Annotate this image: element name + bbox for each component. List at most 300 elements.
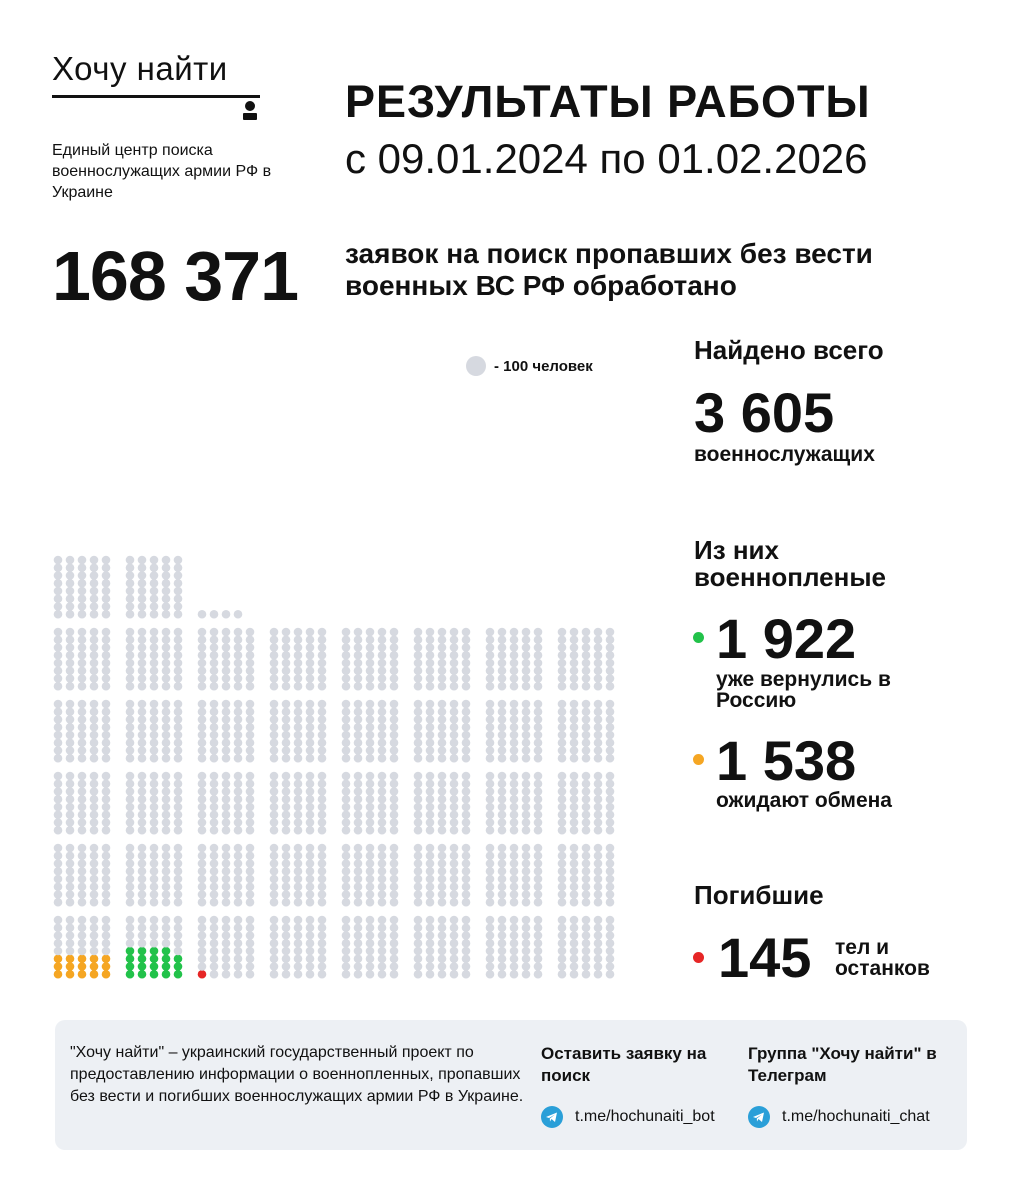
- dot-processed: [498, 947, 507, 956]
- dot-processed: [210, 635, 219, 644]
- dot-processed: [90, 844, 99, 853]
- dot-processed: [414, 700, 423, 709]
- dot-processed: [486, 970, 495, 979]
- dot-processed: [222, 610, 231, 619]
- dot-processed: [570, 723, 579, 732]
- dot-processed: [510, 628, 519, 637]
- dot-processed: [366, 851, 375, 860]
- dot-processed: [306, 898, 315, 907]
- dot-processed: [150, 931, 159, 940]
- dot-processed: [342, 787, 351, 796]
- dot-processed: [126, 754, 135, 763]
- dot-processed: [450, 787, 459, 796]
- dot-processed: [534, 867, 543, 876]
- dot-processed: [78, 738, 87, 747]
- dot-processed: [486, 826, 495, 835]
- dot-processed: [126, 674, 135, 683]
- dot-processed: [462, 779, 471, 788]
- bot-link[interactable]: [541, 1106, 715, 1128]
- dot-processed: [414, 947, 423, 956]
- dot-processed: [582, 916, 591, 925]
- dot-processed: [246, 851, 255, 860]
- dot-processed: [450, 890, 459, 899]
- dot-processed: [282, 754, 291, 763]
- dot-processed: [510, 787, 519, 796]
- dot-processed: [498, 916, 507, 925]
- dot-processed: [582, 666, 591, 675]
- dot-processed: [162, 666, 171, 675]
- dot-processed: [426, 723, 435, 732]
- dot-processed: [510, 851, 519, 860]
- dot-processed: [390, 818, 399, 827]
- dot-processed: [126, 723, 135, 732]
- dot-processed: [354, 923, 363, 932]
- dot-processed: [606, 859, 615, 868]
- dot-processed: [558, 700, 567, 709]
- dot-processed: [510, 674, 519, 683]
- dot-processed: [222, 867, 231, 876]
- dot-returned: [162, 947, 171, 956]
- dot-processed: [126, 602, 135, 611]
- dot-processed: [534, 795, 543, 804]
- dot-processed: [222, 882, 231, 891]
- dot-processed: [414, 643, 423, 652]
- dot-processed: [210, 882, 219, 891]
- dot-processed: [222, 898, 231, 907]
- dot-processed: [438, 651, 447, 660]
- dot-processed: [270, 954, 279, 963]
- dot-processed: [450, 738, 459, 747]
- dot-processed: [342, 970, 351, 979]
- dot-processed: [414, 844, 423, 853]
- dot-processed: [90, 700, 99, 709]
- dot-processed: [270, 731, 279, 740]
- dot-processed: [414, 898, 423, 907]
- dot-processed: [438, 795, 447, 804]
- dot-processed: [198, 898, 207, 907]
- dot-processed: [606, 779, 615, 788]
- dot-processed: [150, 666, 159, 675]
- dot-processed: [282, 723, 291, 732]
- dot-processed: [234, 772, 243, 781]
- dot-processed: [270, 939, 279, 948]
- dot-processed: [558, 851, 567, 860]
- dot-processed: [90, 556, 99, 565]
- dot-processed: [270, 651, 279, 660]
- dot-processed: [558, 882, 567, 891]
- dot-processed: [342, 643, 351, 652]
- dot-processed: [594, 898, 603, 907]
- dot-processed: [534, 731, 543, 740]
- dot-processed: [414, 970, 423, 979]
- dot-processed: [222, 875, 231, 884]
- dot-processed: [594, 746, 603, 755]
- dot-processed: [198, 939, 207, 948]
- dot-processed: [342, 754, 351, 763]
- dot-processed: [174, 635, 183, 644]
- dot-processed: [498, 939, 507, 948]
- dot-processed: [438, 931, 447, 940]
- dot-processed: [174, 738, 183, 747]
- dot-processed: [198, 787, 207, 796]
- dot-processed: [90, 643, 99, 652]
- dot-processed: [174, 867, 183, 876]
- dot-processed: [90, 826, 99, 835]
- dot-processed: [210, 754, 219, 763]
- dot-processed: [522, 818, 531, 827]
- dot-processed: [570, 867, 579, 876]
- dot-processed: [90, 666, 99, 675]
- dot-processed: [462, 931, 471, 940]
- dot-processed: [234, 882, 243, 891]
- dot-processed: [414, 738, 423, 747]
- dot-processed: [294, 818, 303, 827]
- dot-processed: [342, 947, 351, 956]
- dot-processed: [606, 898, 615, 907]
- dot-waiting: [66, 970, 75, 979]
- dot-processed: [234, 803, 243, 812]
- dot-processed: [270, 859, 279, 868]
- dot-processed: [234, 610, 243, 619]
- dot-processed: [450, 795, 459, 804]
- dot-processed: [306, 651, 315, 660]
- dot-processed: [462, 700, 471, 709]
- dot-processed: [426, 731, 435, 740]
- dot-processed: [210, 859, 219, 868]
- dot-processed: [438, 628, 447, 637]
- dot-processed: [90, 594, 99, 603]
- dot-processed: [306, 844, 315, 853]
- dot-processed: [594, 731, 603, 740]
- dot-processed: [438, 970, 447, 979]
- dot-processed: [270, 962, 279, 971]
- dot-processed: [570, 923, 579, 932]
- dot-processed: [66, 628, 75, 637]
- dot-processed: [342, 715, 351, 724]
- dot-processed: [534, 779, 543, 788]
- dot-processed: [426, 851, 435, 860]
- dot-processed: [102, 859, 111, 868]
- dot-processed: [522, 746, 531, 755]
- dot-processed: [282, 700, 291, 709]
- dot-processed: [318, 826, 327, 835]
- dot-processed: [234, 939, 243, 948]
- dot-processed: [126, 579, 135, 588]
- dot-processed: [270, 754, 279, 763]
- dot-processed: [366, 947, 375, 956]
- dot-processed: [162, 810, 171, 819]
- dot-processed: [282, 682, 291, 691]
- dot-processed: [126, 587, 135, 596]
- dot-processed: [378, 795, 387, 804]
- dot-processed: [570, 844, 579, 853]
- dot-processed: [126, 643, 135, 652]
- dot-processed: [306, 643, 315, 652]
- dot-processed: [426, 859, 435, 868]
- dot-processed: [222, 700, 231, 709]
- dot-processed: [66, 666, 75, 675]
- dot-processed: [342, 659, 351, 668]
- dot-processed: [294, 898, 303, 907]
- dot-processed: [102, 772, 111, 781]
- dot-processed: [54, 810, 63, 819]
- dot-processed: [582, 882, 591, 891]
- dot-processed: [414, 674, 423, 683]
- dot-processed: [606, 651, 615, 660]
- dot-processed: [366, 890, 375, 899]
- dot-processed: [90, 939, 99, 948]
- dot-processed: [354, 970, 363, 979]
- dot-processed: [342, 826, 351, 835]
- dot-processed: [174, 818, 183, 827]
- dot-processed: [486, 787, 495, 796]
- dot-processed: [606, 947, 615, 956]
- dot-processed: [138, 754, 147, 763]
- dot-processed: [198, 746, 207, 755]
- dot-processed: [414, 787, 423, 796]
- dot-processed: [138, 659, 147, 668]
- dot-processed: [150, 898, 159, 907]
- dot-processed: [558, 772, 567, 781]
- dot-processed: [174, 803, 183, 812]
- dot-processed: [486, 754, 495, 763]
- dot-processed: [438, 867, 447, 876]
- dot-processed: [426, 962, 435, 971]
- dot-processed: [78, 602, 87, 611]
- dot-processed: [414, 890, 423, 899]
- chat-link[interactable]: [748, 1106, 930, 1128]
- dot-processed: [594, 818, 603, 827]
- dot-processed: [126, 826, 135, 835]
- found-heading: Найдено всего: [694, 335, 884, 365]
- dot-processed: [102, 867, 111, 876]
- dot-processed: [246, 803, 255, 812]
- dot-processed: [198, 962, 207, 971]
- dot-processed: [390, 916, 399, 925]
- dot-processed: [318, 772, 327, 781]
- dot-processed: [234, 715, 243, 724]
- dot-processed: [222, 731, 231, 740]
- dot-processed: [510, 890, 519, 899]
- dot-processed: [78, 556, 87, 565]
- dot-processed: [366, 700, 375, 709]
- dot-processed: [234, 682, 243, 691]
- dot-processed: [198, 610, 207, 619]
- dot-processed: [426, 772, 435, 781]
- dot-processed: [138, 571, 147, 580]
- dot-processed: [438, 723, 447, 732]
- dot-processed: [138, 674, 147, 683]
- dot-processed: [486, 628, 495, 637]
- dot-processed: [234, 674, 243, 683]
- dot-processed: [126, 556, 135, 565]
- dot-processed: [174, 779, 183, 788]
- dot-processed: [54, 738, 63, 747]
- dot-processed: [534, 882, 543, 891]
- dot-processed: [210, 931, 219, 940]
- dot-processed: [450, 803, 459, 812]
- dot-processed: [78, 682, 87, 691]
- dot-processed: [210, 923, 219, 932]
- dot-processed: [102, 787, 111, 796]
- dot-processed: [102, 779, 111, 788]
- dot-processed: [570, 707, 579, 716]
- dot-processed: [606, 674, 615, 683]
- dot-processed: [210, 890, 219, 899]
- chat-link-text[interactable]: t.me/hochunaiti_chat: [782, 1108, 930, 1125]
- dot-processed: [198, 954, 207, 963]
- dot-processed: [450, 844, 459, 853]
- dot-processed: [378, 931, 387, 940]
- dot-processed: [198, 818, 207, 827]
- dot-processed: [90, 587, 99, 596]
- dot-processed: [534, 715, 543, 724]
- dot-processed: [66, 635, 75, 644]
- dot-processed: [354, 666, 363, 675]
- dot-processed: [294, 779, 303, 788]
- dot-processed: [126, 635, 135, 644]
- dot-processed: [306, 715, 315, 724]
- date-range: с 09.01.2024 по 01.02.2026: [345, 135, 868, 182]
- dot-processed: [534, 723, 543, 732]
- dot-processed: [318, 738, 327, 747]
- dot-processed: [66, 659, 75, 668]
- dot-processed: [90, 674, 99, 683]
- dot-processed: [54, 787, 63, 796]
- dot-processed: [150, 779, 159, 788]
- dot-processed: [318, 803, 327, 812]
- dot-processed: [390, 628, 399, 637]
- dot-processed: [354, 818, 363, 827]
- dot-processed: [102, 643, 111, 652]
- dot-processed: [414, 810, 423, 819]
- dot-processed: [66, 851, 75, 860]
- dot-processed: [102, 818, 111, 827]
- dot-processed: [558, 707, 567, 716]
- dot-processed: [366, 867, 375, 876]
- dot-processed: [366, 779, 375, 788]
- dot-processed: [90, 746, 99, 755]
- dot-processed: [150, 826, 159, 835]
- dot-processed: [162, 682, 171, 691]
- dot-processed: [90, 779, 99, 788]
- dot-processed: [414, 962, 423, 971]
- dot-processed: [210, 795, 219, 804]
- dot-processed: [126, 779, 135, 788]
- dot-processed: [198, 651, 207, 660]
- dot-processed: [222, 818, 231, 827]
- dot-processed: [510, 682, 519, 691]
- telegram-icon: [748, 1106, 770, 1128]
- dot-processed: [534, 666, 543, 675]
- dot-processed: [162, 795, 171, 804]
- dot-processed: [570, 651, 579, 660]
- dot-processed: [174, 916, 183, 925]
- dot-processed: [282, 859, 291, 868]
- dot-processed: [174, 563, 183, 572]
- dot-processed: [138, 715, 147, 724]
- dot-processed: [138, 803, 147, 812]
- dot-processed: [294, 810, 303, 819]
- dot-processed: [414, 754, 423, 763]
- dot-processed: [570, 803, 579, 812]
- dot-processed: [606, 844, 615, 853]
- dot-processed: [462, 875, 471, 884]
- dot-processed: [162, 818, 171, 827]
- bot-link-text[interactable]: t.me/hochunaiti_bot: [575, 1108, 715, 1125]
- dot-processed: [138, 723, 147, 732]
- dot-processed: [594, 962, 603, 971]
- dot-processed: [342, 682, 351, 691]
- dot-processed: [294, 916, 303, 925]
- dot-processed: [174, 628, 183, 637]
- dot-processed: [282, 923, 291, 932]
- dot-processed: [438, 947, 447, 956]
- dot-processed: [174, 844, 183, 853]
- dot-processed: [234, 746, 243, 755]
- dot-processed: [270, 787, 279, 796]
- dot-processed: [378, 707, 387, 716]
- dot-processed: [78, 700, 87, 709]
- dot-processed: [498, 723, 507, 732]
- dot-processed: [150, 916, 159, 925]
- dot-processed: [522, 772, 531, 781]
- dot-processed: [282, 962, 291, 971]
- dot-processed: [450, 939, 459, 948]
- dot-processed: [438, 810, 447, 819]
- dot-processed: [318, 754, 327, 763]
- dot-processed: [534, 772, 543, 781]
- dot-processed: [498, 890, 507, 899]
- dot-processed: [450, 962, 459, 971]
- dot-processed: [246, 859, 255, 868]
- dot-processed: [558, 939, 567, 948]
- dot-processed: [306, 851, 315, 860]
- dot-processed: [570, 875, 579, 884]
- returned-label: уже вернулись в Россию: [716, 668, 891, 712]
- dot-processed: [486, 916, 495, 925]
- dot-processed: [234, 628, 243, 637]
- dot-processed: [294, 723, 303, 732]
- dot-processed: [558, 810, 567, 819]
- dot-processed: [582, 954, 591, 963]
- dot-processed: [270, 643, 279, 652]
- dot-processed: [210, 659, 219, 668]
- dot-processed: [162, 556, 171, 565]
- dot-processed: [426, 939, 435, 948]
- dot-processed: [390, 707, 399, 716]
- dot-processed: [498, 700, 507, 709]
- dot-processed: [606, 962, 615, 971]
- dot-processed: [102, 803, 111, 812]
- dot-processed: [198, 947, 207, 956]
- dot-processed: [366, 772, 375, 781]
- dot-processed: [174, 939, 183, 948]
- dot-processed: [426, 818, 435, 827]
- dot-processed: [606, 643, 615, 652]
- dot-processed: [162, 700, 171, 709]
- dot-processed: [174, 556, 183, 565]
- dot-returned: [174, 954, 183, 963]
- dot-processed: [54, 898, 63, 907]
- dot-processed: [66, 779, 75, 788]
- dot-processed: [342, 795, 351, 804]
- dot-processed: [462, 628, 471, 637]
- dot-processed: [198, 700, 207, 709]
- dot-processed: [534, 787, 543, 796]
- dot-processed: [534, 651, 543, 660]
- dot-processed: [486, 923, 495, 932]
